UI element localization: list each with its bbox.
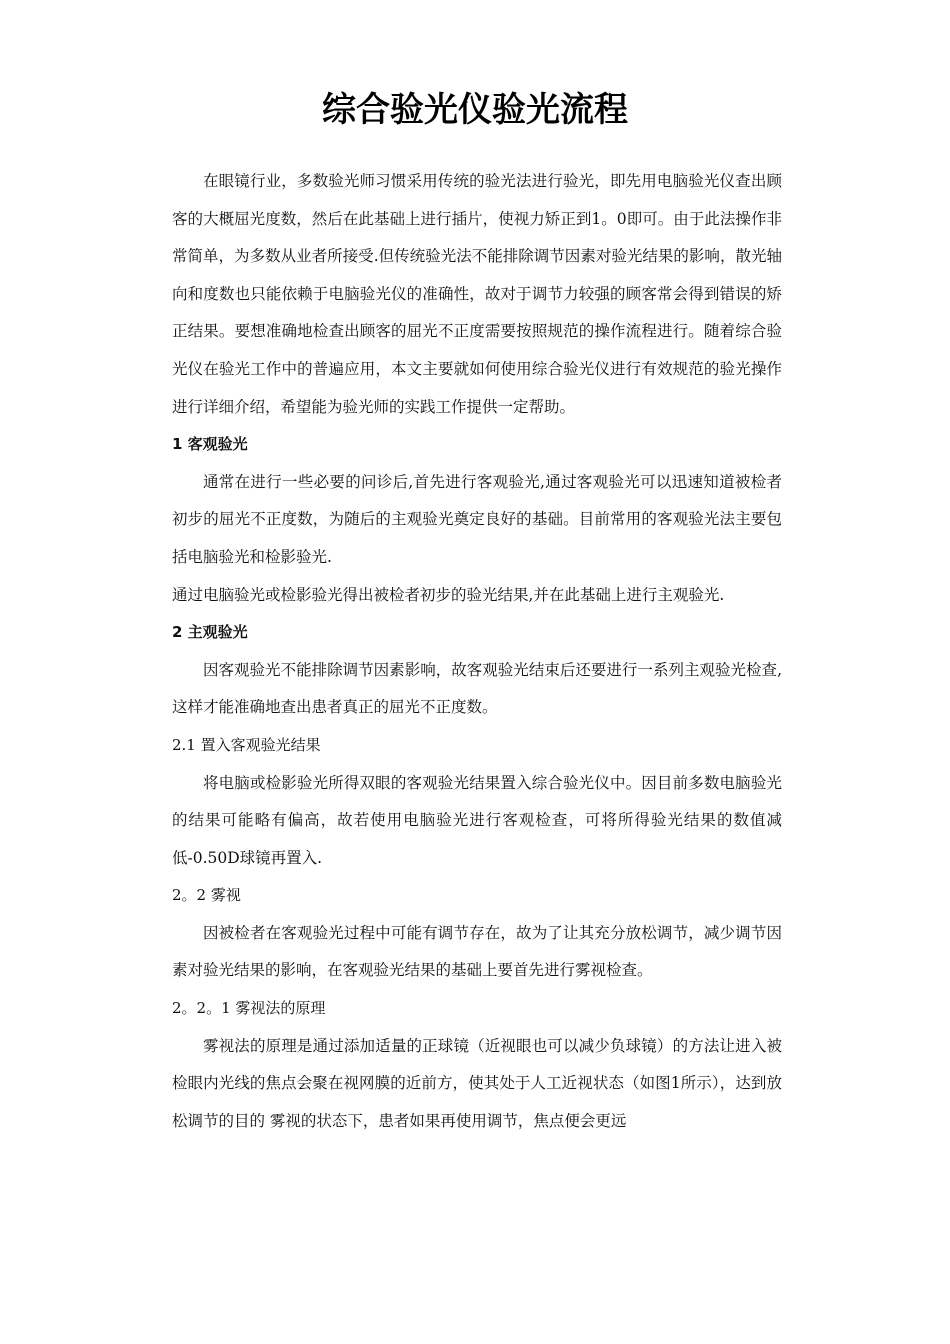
- subsection-heading-2-2-1: 2。2。1 雾视法的原理: [172, 999, 326, 1018]
- subsection-2-2-1-paragraph: 雾视法的原理是通过添加适量的正球镜（近视眼也可以减少负球镜）的方法让进入被检眼内光线的焦点会聚在视网膜的近前方，使其处于人工近视状态（如图1所示），达到放松调节的目的 雾视的状态下，患者如果再使用调节，焦点便会更远: [172, 1036, 782, 1130]
- subsection-2-2-paragraph: 因被检者在客观验光过程中可能有调节存在，故为了让其充分放松调节，减少调节因素对验光结果的影响，在客观验光结果的基础上要首先进行雾视检查。: [172, 923, 782, 980]
- subjective-paragraph: 因客观验光不能排除调节因素影响，故客观验光结束后还要进行一系列主观验光检查,这样才能准确地查出患者真正的屈光不正度数。: [172, 660, 782, 717]
- section-heading-objective: 1 客观验光: [172, 435, 248, 454]
- subsection-heading-2-1: 2.1 置入客观验光结果: [172, 735, 321, 754]
- page-title: 综合验光仪验光流程: [322, 90, 628, 130]
- intro-paragraph: 在眼镜行业，多数验光师习惯采用传统的验光法进行验光，即先用电脑验光仪查出顾客的大概屈光度数，然后在此基础上进行插片，使视力矫正到1。0即可。由于此法操作非常简单，为多数从业者所接受.但传统验光法不能排除调节因素对验光结果的影响，散光轴向和度数也只能依赖于电脑验光仪的准确性，故对于调节力较强的顾客常会得到错误的矫正结果。要想准确地检查出顾客的屈光不正度需要按照规范的操作流程进行。随着综合验光仪在验光工作中的普遍应用，本文主要就如何使用综合验光仪进行有效规范的验光操作进行详细介绍，希望能为验光师的实践工作提供一定帮助。: [172, 172, 782, 416]
- document-body: [172, 163, 782, 1140]
- objective-note-paragraph: 通过电脑验光或检影验光得出被检者初步的验光结果,并在此基础上进行主观验光.: [172, 585, 725, 604]
- subsection-heading-2-2: 2。2 雾视: [172, 886, 241, 905]
- subsection-2-1-paragraph: 将电脑或检影验光所得双眼的客观验光结果置入综合验光仪中。因目前多数电脑验光的结果可能略有偏高，故若使用电脑验光进行客观检查，可将所得验光结果的数值减低-0.50D球镜再置入.: [172, 773, 782, 867]
- objective-paragraph: 通常在进行一些必要的问诊后,首先进行客观验光,通过客观验光可以迅速知道被检者初步的屈光不正度数，为随后的主观验光奠定良好的基础。目前常用的客观验光法主要包括电脑验光和检影验光.: [172, 472, 782, 566]
- section-heading-subjective: 2 主观验光: [172, 623, 248, 642]
